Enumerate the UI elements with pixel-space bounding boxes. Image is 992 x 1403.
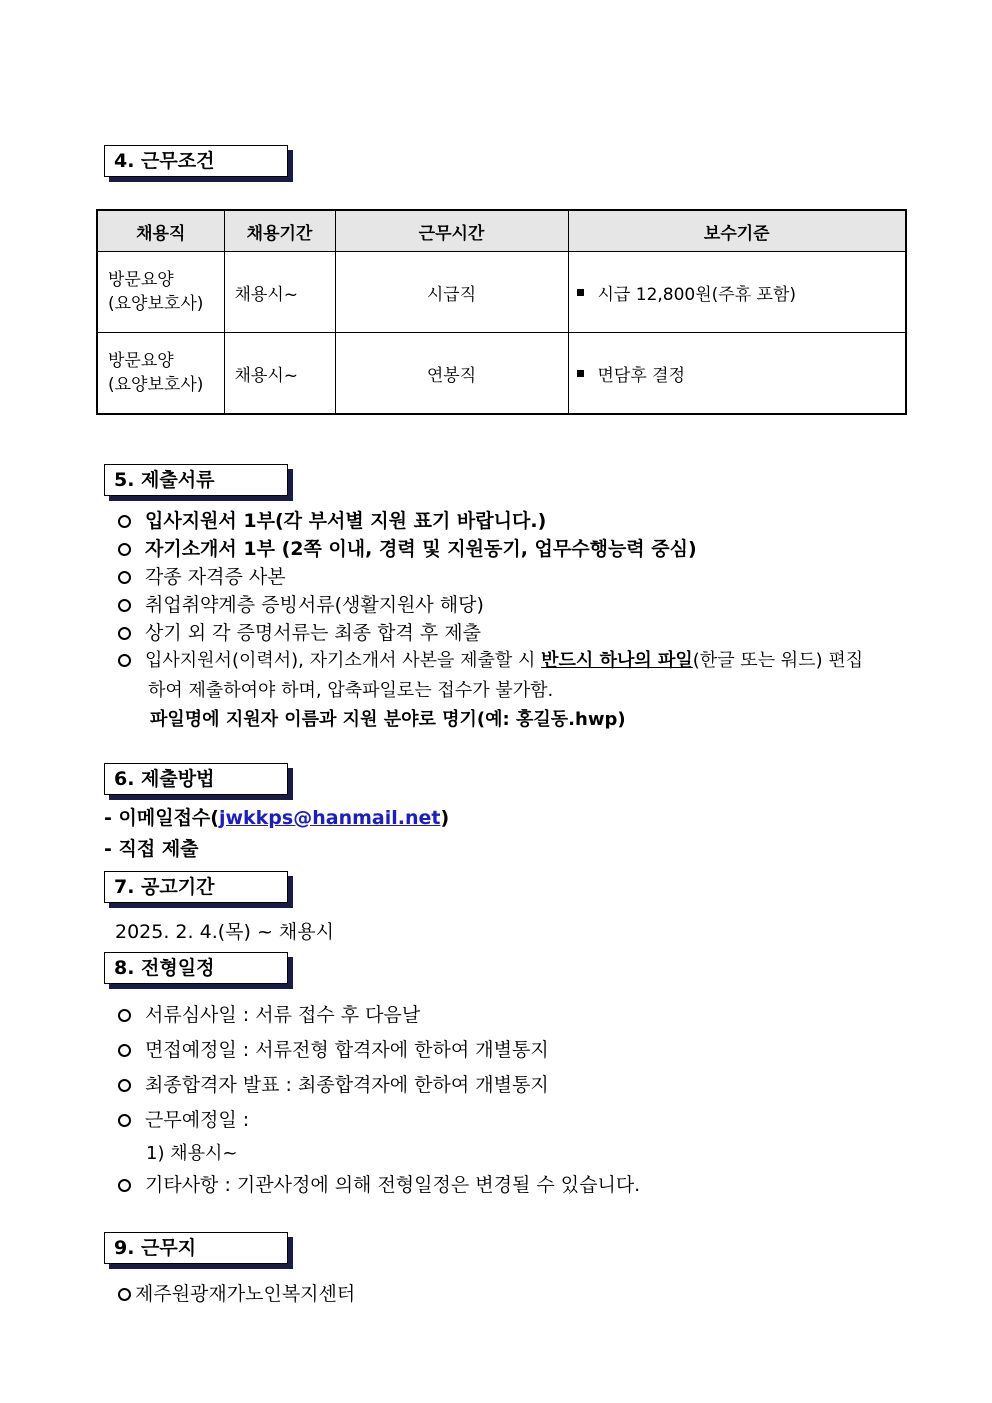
header-position: 채용직 bbox=[97, 210, 224, 252]
square-bullet-icon bbox=[577, 289, 584, 296]
list-item: 면접예정일 : 서류전형 합격자에 한하여 개별통지 bbox=[118, 1035, 549, 1062]
circle-bullet-icon bbox=[118, 599, 131, 612]
list-item: 최종합격자 발표 : 최종합격자에 한하여 개별통지 bbox=[118, 1070, 549, 1097]
list-subitem: 1) 채용시~ bbox=[146, 1143, 238, 1164]
circle-bullet-icon bbox=[118, 1114, 131, 1127]
emphasis-one-file: 반드시 하나의 파일 bbox=[541, 650, 693, 671]
circle-bullet-icon bbox=[118, 571, 131, 584]
circle-bullet-icon bbox=[118, 627, 131, 640]
circle-bullet-icon bbox=[118, 1044, 131, 1057]
cell-position: 방문요양 (요양보호사) bbox=[97, 333, 224, 415]
list-item: 자기소개서 1부 (2쪽 이내, 경력 및 지원동기, 업무수행능력 중심) bbox=[118, 534, 697, 561]
email-link[interactable]: jwkkps@hanmail.net bbox=[218, 807, 441, 829]
circle-bullet-icon bbox=[118, 654, 131, 667]
header-period: 채용기간 bbox=[224, 210, 335, 252]
section-title-submission-method: 6. 제출방법 bbox=[104, 763, 288, 795]
table-row bbox=[97, 252, 906, 333]
section-title-work-conditions: 4. 근무조건 bbox=[104, 145, 288, 177]
section-title-notice-period: 7. 공고기간 bbox=[104, 871, 288, 903]
section-title-documents: 5. 제출서류 bbox=[104, 464, 288, 496]
circle-bullet-icon bbox=[118, 1079, 131, 1092]
square-bullet-icon bbox=[577, 370, 584, 377]
notice-period-value: 2025. 2. 4.(목) ~ 채용시 bbox=[115, 921, 334, 943]
list-item: 상기 외 각 증명서류는 최종 합격 후 제출 bbox=[118, 618, 481, 645]
list-item: 기타사항 : 기관사정에 의해 전형일정은 변경될 수 있습니다. bbox=[118, 1170, 640, 1197]
section-title-schedule: 8. 전형일정 bbox=[104, 952, 288, 984]
list-item: 취업취약계층 증빙서류(생활지원사 해당) bbox=[118, 590, 484, 617]
list-item: 근무예정일 : bbox=[118, 1105, 249, 1132]
circle-bullet-icon bbox=[118, 1009, 131, 1022]
workplace-item: 제주원광재가노인복지센터 bbox=[118, 1279, 355, 1306]
cell-pay: 면담후 결정 bbox=[568, 333, 906, 415]
work-conditions-table bbox=[96, 209, 907, 415]
table-header-row bbox=[97, 210, 906, 252]
list-item: 입사지원서 1부(각 부서별 지원 표기 바랍니다.) bbox=[118, 506, 546, 533]
header-pay: 보수기준 bbox=[568, 210, 906, 252]
circle-bullet-icon bbox=[118, 543, 131, 556]
section-title-workplace: 9. 근무지 bbox=[104, 1232, 288, 1264]
cell-period: 채용시~ bbox=[224, 252, 335, 333]
cell-position: 방문요양 (요양보호사) bbox=[97, 252, 224, 333]
circle-bullet-icon bbox=[118, 515, 131, 528]
filename-note: 파일명에 지원자 이름과 지원 분야로 명기(예: 홍길동.hwp) bbox=[150, 709, 626, 730]
cell-period: 채용시~ bbox=[224, 333, 335, 415]
cell-hours: 시급직 bbox=[335, 252, 568, 333]
table-row bbox=[97, 333, 906, 415]
list-item: 입사지원서(이력서), 자기소개서 사본을 제출할 시 반드시 하나의 파일(한글 또는 워드) 편집 bbox=[118, 646, 863, 672]
list-item: 서류심사일 : 서류 접수 후 다음날 bbox=[118, 1000, 420, 1027]
list-item: 각종 자격증 사본 bbox=[118, 562, 286, 589]
header-hours: 근무시간 bbox=[335, 210, 568, 252]
circle-bullet-icon bbox=[118, 1288, 131, 1301]
email-submission: - 이메일접수(jwkkps@hanmail.net) bbox=[104, 807, 450, 829]
cell-pay: 시급 12,800원(주휴 포함) bbox=[568, 252, 906, 333]
circle-bullet-icon bbox=[118, 1179, 131, 1192]
cell-hours: 연봉직 bbox=[335, 333, 568, 415]
direct-submission: - 직접 제출 bbox=[104, 838, 199, 860]
list-item-continuation: 하여 제출하여야 하며, 압축파일로는 접수가 불가함. bbox=[148, 680, 554, 701]
